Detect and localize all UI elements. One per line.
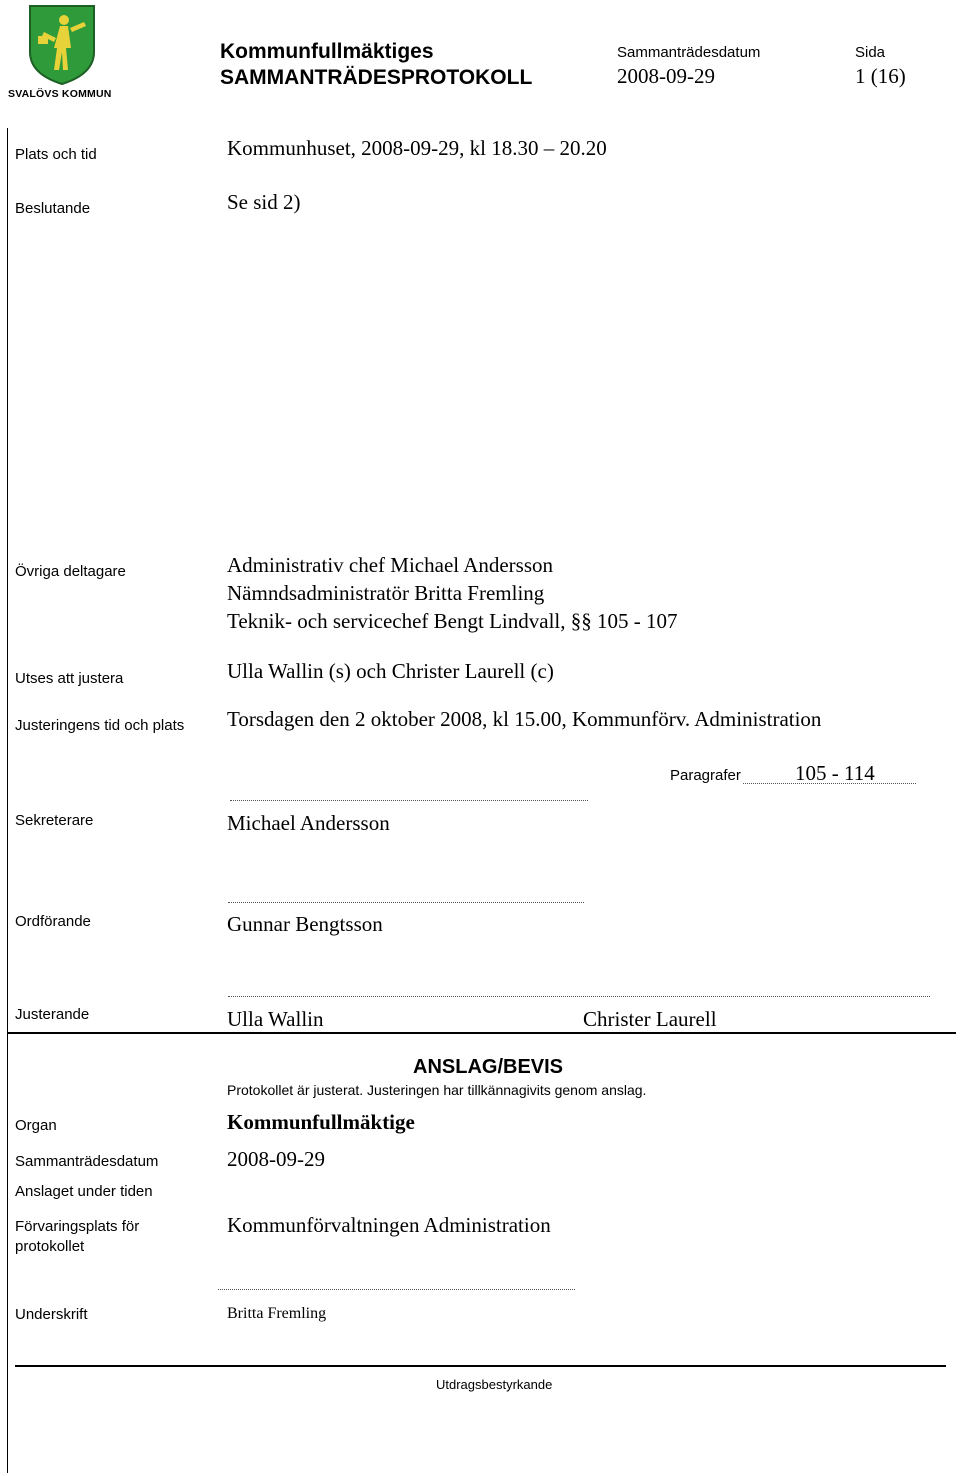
anslag-text: Protokollet är justerat. Justeringen har tillkännagivits genom anslag.	[227, 1082, 647, 1098]
utses-label: Utses att justera	[15, 670, 124, 687]
paragrafer-value: 105 - 114	[795, 761, 875, 785]
header-page-value: 1 (16)	[855, 64, 906, 88]
plats-value: Kommunhuset, 2008-09-29, kl 18.30 – 20.20	[227, 136, 607, 160]
organ-label: Organ	[15, 1117, 57, 1134]
utses-value: Ulla Wallin (s) och Christer Laurell (c)	[227, 659, 554, 683]
ovriga-value-2: Nämndsadministratör Britta Fremling	[227, 581, 545, 605]
justerande-label: Justerande	[15, 1006, 90, 1023]
plats-label: Plats och tid	[15, 146, 97, 163]
forvaring-label-line2: protokollet	[15, 1238, 85, 1255]
ovriga-value-3: Teknik- och servicechef Bengt Lindvall, §§ 105 - 107	[227, 609, 678, 633]
footer-rule	[15, 1365, 946, 1367]
sekreterare-signature-line	[230, 800, 588, 801]
organ-value: Kommunfullmäktige	[227, 1110, 415, 1134]
paragrafer-line	[743, 783, 916, 784]
ordforande-signature-line	[228, 902, 584, 903]
header-date-label: Sammanträdesdatum	[617, 44, 761, 61]
logo-caption: SVALÖVS KOMMUN	[8, 88, 112, 100]
ovriga-value-1: Administrativ chef Michael Andersson	[227, 553, 554, 577]
underskrift-signature-line	[218, 1289, 575, 1290]
underskrift-label: Underskrift	[15, 1306, 88, 1323]
beslutande-value: Se sid 2)	[227, 190, 301, 214]
sekreterare-label: Sekreterare	[15, 812, 94, 829]
municipality-logo	[8, 4, 112, 100]
anslaget-tiden-label: Anslaget under tiden	[15, 1183, 153, 1200]
left-border-line	[7, 128, 8, 1473]
underskrift-name: Britta Fremling	[227, 1305, 327, 1322]
footer-text: Utdragsbestyrkande	[436, 1377, 553, 1392]
header-page-label: Sida	[855, 44, 886, 61]
justerande-name-2: Christer Laurell	[583, 1007, 717, 1031]
coat-of-arms-icon	[8, 4, 112, 86]
justerande-name-1: Ulla Wallin	[227, 1007, 324, 1031]
header-date-value: 2008-09-29	[617, 64, 715, 88]
justerande-signature-line	[228, 996, 930, 997]
datum-value: 2008-09-29	[227, 1147, 325, 1171]
ovriga-label: Övriga deltagare	[15, 563, 126, 580]
beslutande-label: Beslutande	[15, 200, 91, 217]
paragrafer-label: Paragrafer	[670, 767, 741, 784]
document-title-line1: Kommunfullmäktiges	[220, 40, 434, 63]
sekreterare-name: Michael Andersson	[227, 811, 390, 835]
justering-label: Justeringens tid och plats	[15, 717, 185, 734]
ordforande-label: Ordförande	[15, 913, 91, 930]
anslag-top-rule	[8, 1032, 956, 1034]
forvaring-value: Kommunförvaltningen Administration	[227, 1213, 551, 1237]
forvaring-label-line1: Förvaringsplats för	[15, 1218, 140, 1235]
ordforande-name: Gunnar Bengtsson	[227, 912, 383, 936]
anslag-heading: ANSLAG/BEVIS	[413, 1056, 564, 1078]
justering-value: Torsdagen den 2 oktober 2008, kl 15.00, Kommunförv. Administration	[227, 707, 822, 731]
document-title-line2: SAMMANTRÄDESPROTOKOLL	[220, 66, 533, 89]
datum-label: Sammanträdesdatum	[15, 1153, 159, 1170]
